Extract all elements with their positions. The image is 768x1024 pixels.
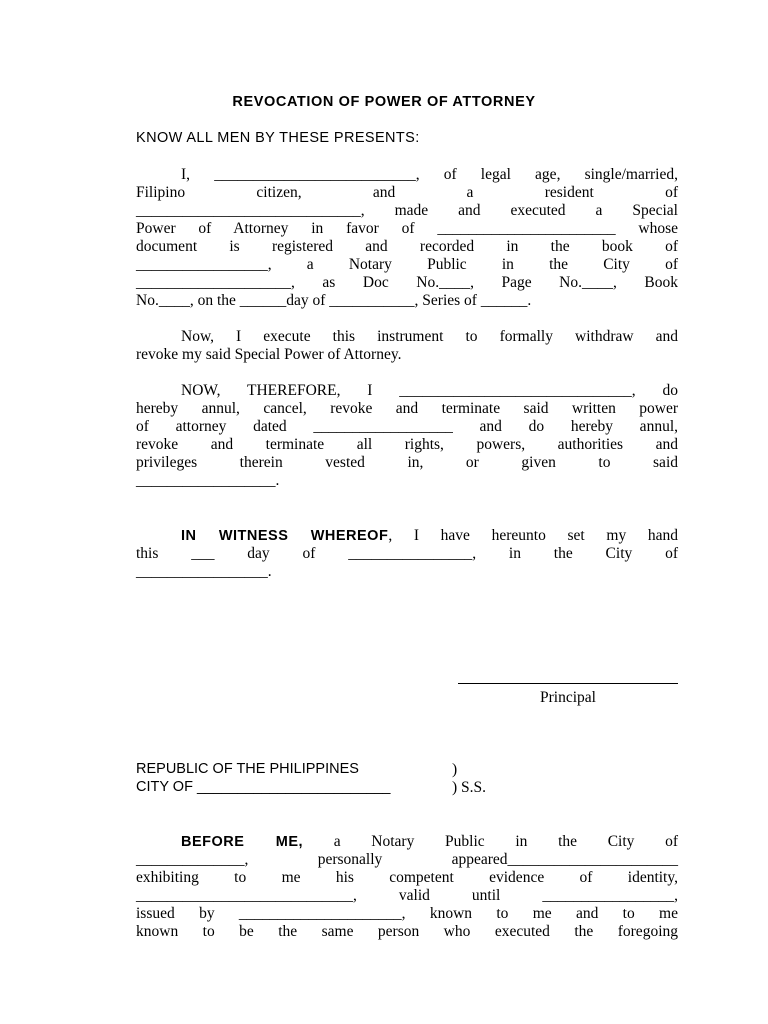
venue-country: REPUBLIC OF THE PHILIPPINES	[136, 761, 359, 777]
paragraph-line: I, __________________________, of legal age, single/married,	[181, 166, 678, 183]
paragraph-line: _________________, a Notary Public in the City of	[136, 256, 678, 273]
witness-text: , I have hereunto set my hand	[388, 527, 678, 544]
paragraph-line: _____________________________, made and executed a Special	[136, 202, 678, 219]
paragraph-line: NOW, THEREFORE, I ______________________________, do	[181, 382, 678, 399]
paragraph-line: of attorney dated __________________ and do hereby annul,	[136, 418, 678, 435]
paragraph-line	[136, 833, 678, 851]
paragraph-withdrawal	[136, 328, 678, 364]
paragraph-line: document is registered and recorded in the book of	[136, 238, 678, 255]
paragraph-line: hereby annul, cancel, revoke and terminate said written power	[136, 400, 678, 417]
paragraph-line: _________________.	[136, 563, 272, 580]
paragraph-notary	[136, 833, 678, 941]
paragraph-line: exhibiting to me his competent evidence of identity,	[136, 869, 678, 886]
signature-line	[458, 683, 678, 684]
paragraph-line: ______________, personally appeared______________________	[136, 851, 678, 868]
paragraph-line: Power of Attorney in favor of _______________________ whose	[136, 220, 678, 237]
paragraph-line: known to be the same person who executed the foregoing	[136, 923, 678, 940]
witness-heading: IN WITNESS WHEREOF	[181, 528, 389, 544]
paragraph-line: privileges therein vested in, or given to said	[136, 454, 678, 471]
venue-city: CITY OF ________________________	[136, 779, 391, 795]
paragraph-line: No.____, on the ______day of ___________, Series of ______.	[136, 292, 532, 309]
paragraph-line: Now, I execute this instrument to formally withdraw and	[181, 328, 678, 345]
paragraph-line: ____________________, as Doc No.____, Page No.____, Book	[136, 274, 678, 291]
notary-text: a Notary Public in the City of	[303, 833, 678, 850]
paragraph-line: issued by _____________________, known to me and to me	[136, 905, 678, 922]
paragraph-line: this ___ day of ________________, in the City of	[136, 545, 678, 562]
paragraph-witness	[136, 527, 678, 581]
notary-heading: BEFORE ME,	[181, 834, 304, 850]
venue-ss: ) S.S.	[452, 779, 487, 796]
paragraph-line: revoke and terminate all rights, powers, authorities and	[136, 436, 678, 453]
paragraph-line: ____________________________, valid until _________________,	[136, 887, 678, 904]
venue-paren: )	[452, 761, 458, 778]
paragraph-revocation	[136, 382, 678, 490]
paragraph-line: Filipino citizen, and a resident of	[136, 184, 678, 201]
paragraph-line	[136, 527, 678, 545]
paragraph-line: __________________.	[136, 472, 280, 489]
paragraph-appointment	[136, 166, 678, 310]
signature-label: Principal	[540, 689, 596, 706]
paragraph-line: revoke my said Special Power of Attorney.	[136, 346, 402, 363]
greeting: KNOW ALL MEN BY THESE PRESENTS:	[136, 130, 420, 146]
document-title: REVOCATION OF POWER OF ATTORNEY	[232, 94, 536, 110]
